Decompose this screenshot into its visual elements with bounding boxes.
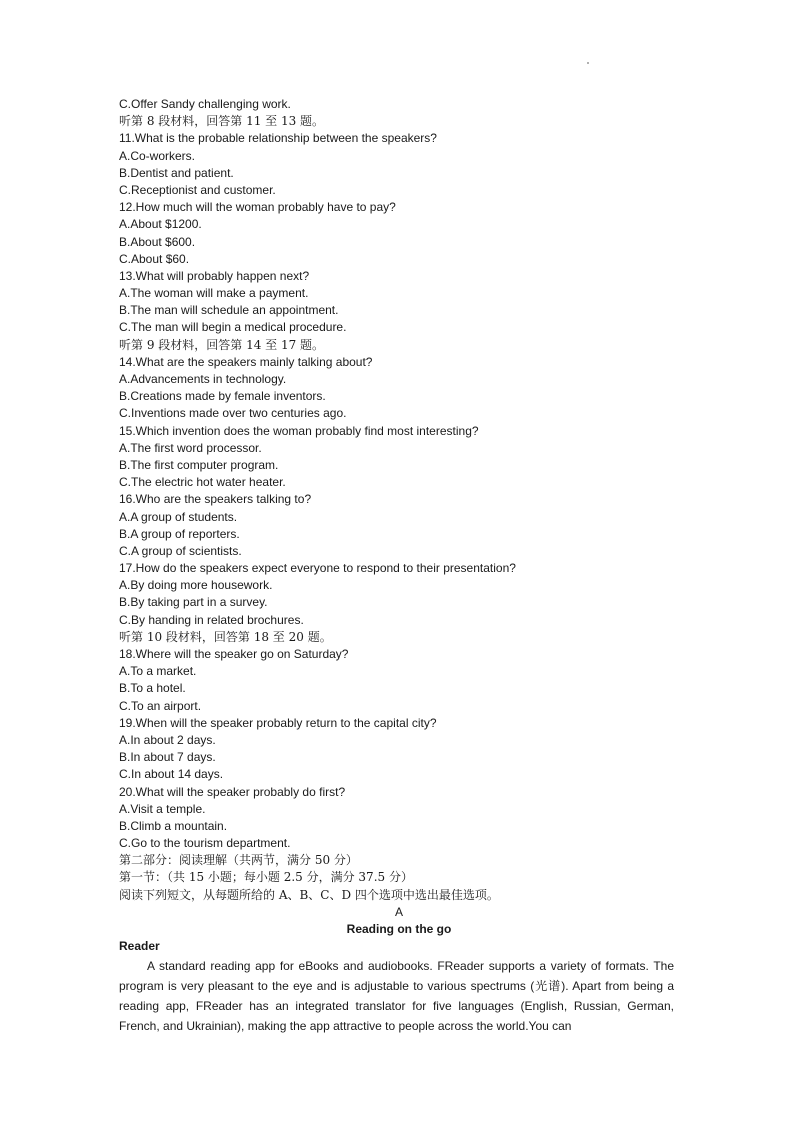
option-line: A.The first word processor.: [119, 440, 262, 455]
option-line: C.By handing in related brochures.: [119, 612, 304, 627]
option-line: B.The first computer program.: [119, 457, 279, 472]
text-line: C.Offer Sandy challenging work.: [119, 97, 291, 111]
question-list: [119, 96, 679, 955]
option-line: B.By taking part in a survey.: [119, 595, 268, 610]
option-line: A.Advancements in technology.: [119, 372, 287, 386]
option-line: C.Receptionist and customer.: [119, 182, 276, 197]
reading-instruction: 阅读下列短文，从每题所给的 A、B、C、D 四个选项中选出最佳选项。: [119, 887, 499, 902]
option-line: B.To a hotel.: [119, 681, 186, 696]
question-20: 20.What will the speaker probably do first?: [119, 784, 346, 799]
question-12: 12.How much will the woman probably have to pay?: [119, 200, 396, 215]
question-15: 15.Which invention does the woman probably find most interesting?: [119, 423, 479, 438]
option-line: A.About $1200.: [119, 217, 202, 232]
passage-paragraph: A standard reading app for eBooks and audiobooks. FReader supports a variety of formats. The program is very pleasant to the eye and is adjustable to various spectrums (光谱). Apart from being a reading app, FReader has an integrated translator for five languages (English, Russian, German, French, and Ukrainian), making the app attractive to people across the world.You can: [119, 959, 674, 1033]
option-line: B.The man will schedule an appointment.: [119, 303, 339, 318]
option-line: B.Climb a mountain.: [119, 818, 228, 833]
question-17: 17.How do the speakers expect everyone to respond to their presentation?: [119, 561, 516, 576]
option-line: A.To a market.: [119, 664, 197, 679]
option-line: B.In about 7 days.: [119, 750, 216, 765]
section-instruction: 听第 8 段材料，回答第 11 至 13 题。: [119, 114, 325, 129]
option-line: C.Inventions made over two centuries ago.: [119, 406, 347, 421]
option-line: C.To an airport.: [119, 698, 202, 713]
option-line: A.A group of students.: [119, 509, 238, 524]
passage-subheading: Reader: [119, 939, 160, 954]
question-11: 11.What is the probable relationship between the speakers?: [119, 131, 437, 146]
question-16: 16.Who are the speakers talking to?: [119, 492, 312, 507]
passage-title: Reading on the go: [346, 922, 452, 936]
section-letter: A: [394, 904, 403, 919]
question-18: 18.Where will the speaker go on Saturday?: [119, 647, 349, 661]
option-line: C.The electric hot water heater.: [119, 475, 286, 490]
subsection-heading: 第一节：（共 15 小题；每小题 2.5 分，满分 37.5 分）: [119, 870, 413, 885]
option-line: A.In about 2 days.: [119, 732, 216, 747]
option-line: A.Co-workers.: [119, 148, 196, 163]
option-line: A.The woman will make a payment.: [119, 286, 309, 301]
option-line: C.Go to the tourism department.: [119, 836, 291, 851]
question-19: 19.When will the speaker probably return to the capital city?: [119, 715, 437, 730]
option-line: A.Visit a temple.: [119, 801, 206, 816]
option-line: B.Creations made by female inventors.: [119, 389, 326, 404]
option-line: B.About $600.: [119, 234, 196, 249]
question-14: 14.What are the speakers mainly talking about?: [119, 354, 373, 369]
scan-dot: [587, 62, 589, 64]
option-line: B.Dentist and patient.: [119, 165, 234, 180]
option-line: B.A group of reporters.: [119, 526, 240, 541]
part-heading: 第二部分：阅读理解（共两节，满分 50 分）: [119, 853, 358, 868]
option-line: C.About $60.: [119, 251, 190, 266]
option-line: C.The man will begin a medical procedure.: [119, 320, 347, 335]
option-line: C.A group of scientists.: [119, 543, 242, 558]
section-instruction: 听第 9 段材料，回答第 14 至 17 题。: [119, 337, 325, 352]
section-instruction: 听第 10 段材料，回答第 18 至 20 题。: [119, 629, 332, 644]
option-line: A.By doing more housework.: [119, 578, 273, 593]
question-13: 13.What will probably happen next?: [119, 268, 310, 283]
option-line: C.In about 14 days.: [119, 767, 224, 782]
